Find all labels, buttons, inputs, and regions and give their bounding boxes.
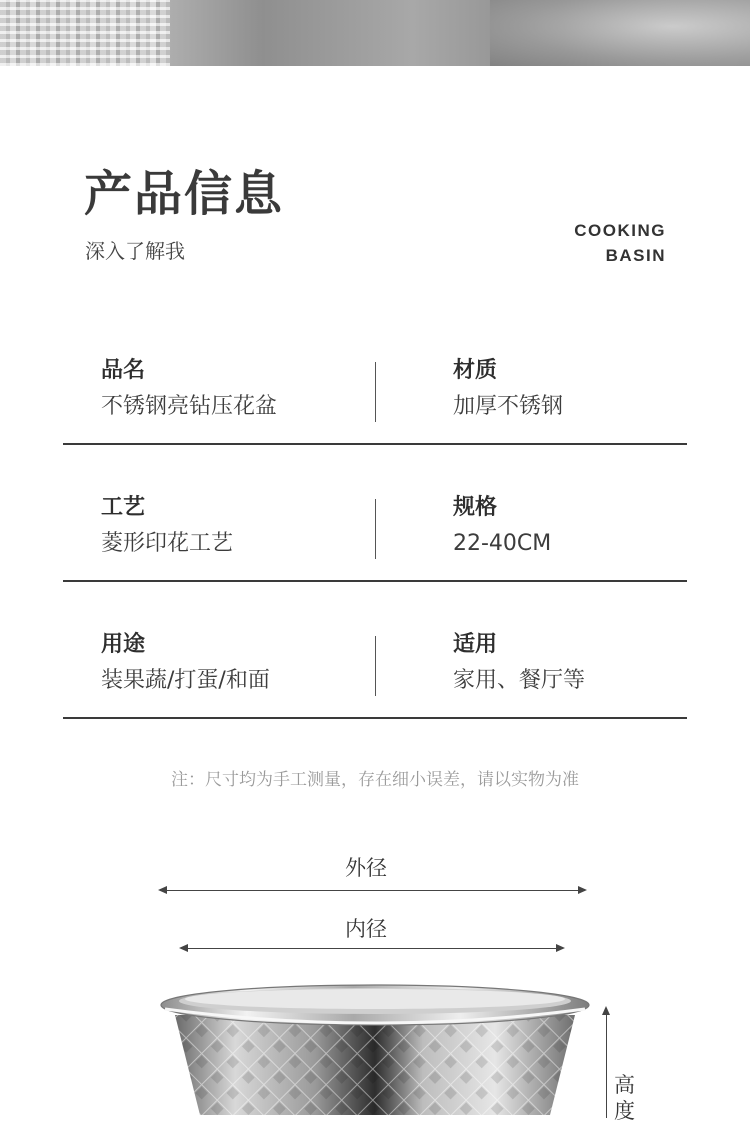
english-title-line-1: COOKING: [574, 221, 666, 240]
english-title: [574, 218, 666, 268]
column-divider: [375, 636, 376, 696]
spec-row: [63, 308, 687, 445]
spec-cell-material: [453, 356, 563, 424]
spec-cell-usage: [101, 630, 270, 698]
spec-value: 不锈钢亮钻压花盆: [101, 394, 278, 419]
height-label: 高度: [614, 1073, 635, 1123]
page-subtitle: 深入了解我: [85, 239, 185, 263]
spec-label: 材质: [453, 358, 498, 383]
stainless-bowl-image: [155, 975, 595, 1115]
spec-label: 品名: [101, 358, 146, 383]
spec-value: 加厚不锈钢: [453, 394, 564, 419]
spec-cell-name: [101, 356, 277, 424]
metal-surface: [490, 0, 750, 66]
spec-label: 用途: [101, 632, 146, 657]
height-arrow: [606, 1008, 607, 1118]
spec-label: 规格: [453, 495, 498, 520]
measurement-note: 注：尺寸均为手工测量，存在细小误差，请以实物为准: [171, 770, 579, 790]
inner-diameter-arrow: [181, 948, 563, 949]
english-title-line-2: BASIN: [605, 246, 666, 265]
cloth-texture-overlay: [0, 0, 170, 66]
spec-value: 家用、餐厅等: [453, 668, 586, 693]
inner-diameter-label: 内径: [345, 917, 387, 941]
spec-value: 菱形印花工艺: [101, 531, 234, 556]
spec-value: 22-40CM: [453, 531, 552, 556]
spec-cell-size: [453, 493, 551, 561]
spec-cell-craft: [101, 493, 233, 561]
outer-diameter-arrow: [160, 890, 585, 891]
top-product-photo: [0, 0, 750, 66]
spec-label: 适用: [453, 632, 498, 657]
spec-label: 工艺: [101, 495, 146, 520]
column-divider: [375, 499, 376, 559]
spec-row: [63, 582, 687, 719]
spec-value: 装果蔬/打蛋/和面: [101, 668, 270, 693]
outer-diameter-label: 外径: [345, 856, 387, 880]
column-divider: [375, 362, 376, 422]
spec-row: [63, 445, 687, 582]
page-title: 产品信息: [84, 166, 285, 222]
spec-cell-applicable: [453, 630, 585, 698]
